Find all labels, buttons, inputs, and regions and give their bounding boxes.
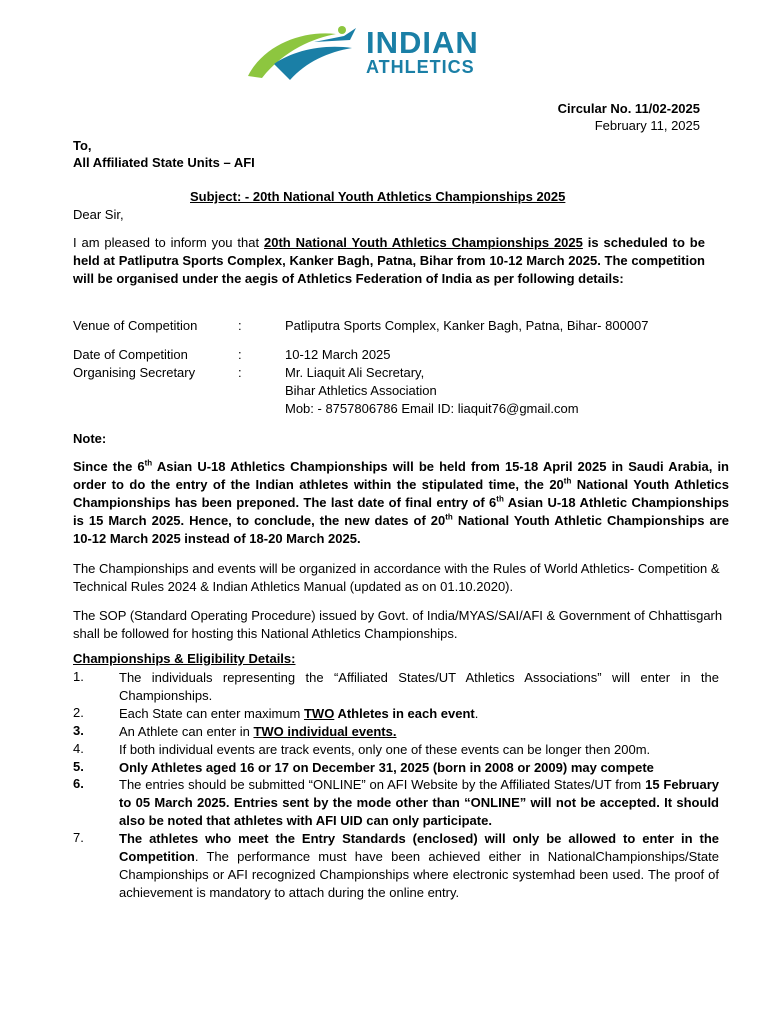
list-item <box>119 723 719 741</box>
rules-paragraph: The Championships and events will be organized in accordance with the Rules of World Athletics- Competition & Technical Rules 2024 & Indian Athletics Manual (updated as on 01.10.2020). <box>73 561 720 594</box>
note-text-c: National Youth Athletics Championships has been preponed. The last date of final entry of 6 <box>73 477 729 510</box>
venue-label: Venue of Competition <box>73 318 198 333</box>
list-number: 1. <box>73 669 84 684</box>
date-label: Date of Competition <box>73 347 188 362</box>
address-to: To, <box>73 138 92 153</box>
intro-paragraph <box>73 234 705 288</box>
indian-athletics-logo <box>244 24 494 84</box>
secretary-association: Bihar Athletics Association <box>285 383 437 398</box>
list-item: The individuals representing the “Affiliated States/UT Athletics Associations” will enter in the Championships. <box>119 670 719 703</box>
list-item-emphasis: 15 February to 05 March 2025. Entries sent by the mode other than “ONLINE” will not be accepted. It should also be noted that athletes with AFI UID can only participate. <box>119 777 720 828</box>
note-text-e: National Youth Athletic Championships are 10-12 March 2025 instead of 18-20 March 2025. <box>73 513 729 546</box>
list-number: 7. <box>73 830 84 845</box>
list-item-emphasis: The athletes who meet the Entry Standards (enclosed) will only be allowed to enter in the Competition <box>119 831 719 864</box>
secretary-label: Organising Secretary <box>73 365 196 380</box>
circular-number: Circular No. 11/02-2025 <box>557 101 700 116</box>
list-item-text: Each State can enter maximum <box>119 706 304 721</box>
note-sup-1: th <box>144 458 153 468</box>
note-sup-3: th <box>496 494 504 504</box>
list-number: 4. <box>73 741 84 756</box>
list-item-text: The entries should be submitted “ONLINE” on AFI Website by the Affiliated States/UT from <box>119 777 646 792</box>
note-sup-2: th <box>563 476 572 486</box>
list-item-emphasis: TWO <box>303 706 335 721</box>
list-item-text: . The performance must have been achieved either in NationalChampionships/State Championships or AFI recognized Championships where electronic systemhad been used. The proof of achievement is mandatory to attach during the online entry. <box>119 849 719 900</box>
list-item <box>119 776 719 830</box>
note-title: Note: <box>73 431 107 446</box>
runner-swoosh-icon <box>244 24 364 84</box>
list-item-emphasis: TWO individual events. <box>253 724 397 739</box>
logo-text-athletics: ATHLETICS <box>366 57 475 77</box>
list-item <box>119 705 719 723</box>
address-recipient: All Affiliated State Units – AFI <box>73 155 255 170</box>
note-text-b: Asian U-18 Athletics Championships will be held from 15-18 April 2025 in Saudi Arabia, in order to do the entry of the Indian athletes within the stipulated time, the 20 <box>73 459 729 492</box>
list-item: Only Athletes aged 16 or 17 on December 31, 2025 (born in 2008 or 2009) may compete <box>119 760 654 775</box>
list-number: 2. <box>73 705 84 720</box>
list-number: 6. <box>73 776 84 791</box>
note-text-a: Since the 6 <box>73 459 145 474</box>
list-item-emphasis: Athletes in each event <box>334 706 475 721</box>
secretary-name: Mr. Liaquit Ali Secretary, <box>285 365 425 380</box>
eligibility-title: Championships & Eligibility Details: <box>73 651 296 666</box>
list-item: If both individual events are track events, only one of these events can be longer then 200m. <box>119 742 651 757</box>
secretary-contact: Mob: - 8757806786 Email ID: liaquit76@gmail.com <box>285 401 579 416</box>
sop-paragraph: The SOP (Standard Operating Procedure) issued by Govt. of India/MYAS/SAI/AFI & Government of Chhattisgarh shall be followed for hosting this National Athletics Championships. <box>73 608 723 641</box>
note-sup-4: th <box>445 512 453 522</box>
note-paragraph <box>73 458 729 548</box>
note-text-d: Asian U-18 Athletic Championships is 15 March 2025. Hence, to conclude, the new dates of 20 <box>73 495 729 528</box>
logo-text-indian: INDIAN <box>366 25 479 60</box>
list-number: 5. <box>73 759 84 774</box>
intro-text-2: is scheduled to be held at Patliputra Sports Complex, Kanker Bagh, Patna, Bihar from 10-12 March 2025. The competition will be organised under the aegis of Athletics Federation of India as per following details: <box>73 235 705 286</box>
venue-value: Patliputra Sports Complex, Kanker Bagh, Patna, Bihar- 800007 <box>285 318 649 333</box>
list-item <box>119 830 719 902</box>
salutation: Dear Sir, <box>73 207 124 222</box>
intro-text-1: I am pleased to inform you that <box>73 235 264 250</box>
list-item-text: An Athlete can enter in <box>119 724 254 739</box>
list-number: 3. <box>73 723 84 738</box>
list-item-text: . <box>474 706 479 721</box>
venue-colon: : <box>238 318 242 333</box>
circular-date: February 11, 2025 <box>594 118 700 133</box>
intro-event-name: 20th National Youth Athletics Championships 2025 <box>263 235 583 250</box>
secretary-colon: : <box>238 365 242 380</box>
date-colon: : <box>238 347 242 362</box>
subject-line: Subject: - 20th National Youth Athletics Championships 2025 <box>190 189 566 204</box>
date-value: 10-12 March 2025 <box>285 347 391 362</box>
